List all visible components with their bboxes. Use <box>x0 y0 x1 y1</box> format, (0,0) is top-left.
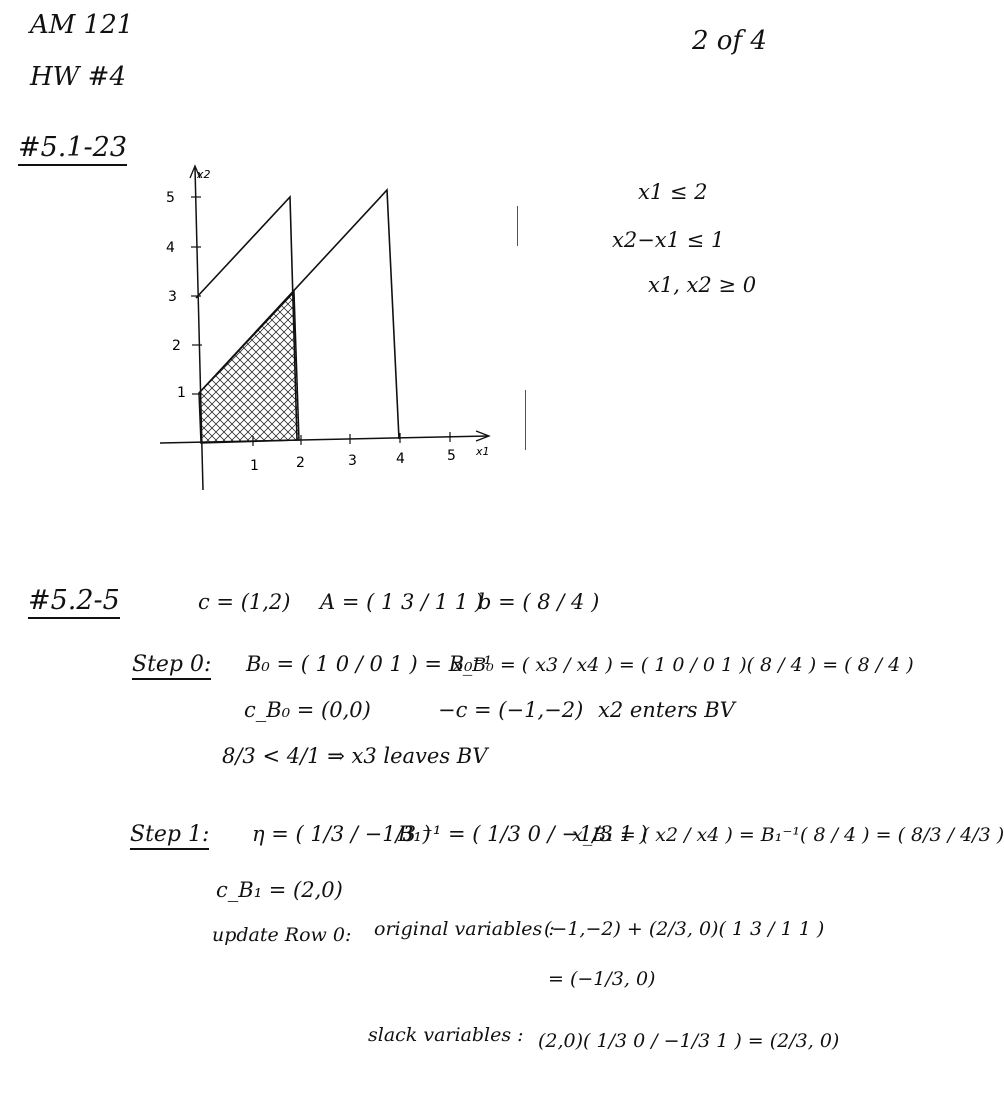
constraint-nonnegativity: x1, x2 ≥ 0 <box>648 273 757 297</box>
page-number: 2 of 4 <box>692 26 767 56</box>
matrix-a: A = ( 1 3 / 1 1 ) <box>320 590 484 614</box>
original-variables-expression: (−1,−2) + (2/3, 0)( 1 3 / 1 1 ) <box>544 918 825 940</box>
scan-mark <box>525 390 526 450</box>
x-axis-label: x1 <box>476 445 490 458</box>
feasible-region-graph <box>150 150 510 510</box>
x-tick-label: 5 <box>447 448 456 464</box>
y-tick-label: 5 <box>166 190 175 206</box>
step-1-eta: η = ( 1/3 / −1/3 ) <box>252 822 431 846</box>
step-1-cb: c_B₁ = (2,0) <box>216 878 343 902</box>
y-axis-label: x2 <box>197 168 211 181</box>
constraint-x2-minus-x1: x2−x1 ≤ 1 <box>612 228 725 252</box>
original-variables-label: original variables : <box>374 918 555 940</box>
y-tick-label: 4 <box>166 240 175 256</box>
cost-vector: c = (1,2) <box>198 590 291 614</box>
step-0-entering-variable: x2 enters BV <box>598 698 735 722</box>
step-1-basic-solution: x_B₁ = ( x2 / x4 ) = B₁⁻¹( 8 / 4 ) = ( 8/3 / 4/3 ) <box>572 824 1004 846</box>
original-variables-result: = (−1/3, 0) <box>548 968 656 990</box>
x-tick-label: 3 <box>348 453 357 469</box>
slack-variables-expression: (2,0)( 1/3 0 / −1/3 1 ) = (2/3, 0) <box>538 1030 840 1052</box>
y-tick-label: 2 <box>172 338 181 354</box>
step-0-basic-solution: x_B₀ = ( x3 / x4 ) = ( 1 0 / 0 1 )( 8 / 4 ) = ( 8 / 4 ) <box>452 654 914 676</box>
step-1-basis-inverse: B₁⁻¹ = ( 1/3 0 / −1/3 1 ) <box>398 822 648 846</box>
vector-b: b = ( 8 / 4 ) <box>478 590 600 614</box>
y-tick-label: 1 <box>177 385 186 401</box>
y-tick-label: 3 <box>168 289 177 305</box>
slack-variables-label: slack variables : <box>368 1024 524 1046</box>
constraint-x1: x1 ≤ 2 <box>638 180 708 204</box>
feasible-region <box>199 292 299 443</box>
course-label: AM 121 <box>30 10 134 40</box>
step-0-neg-c: −c = (−1,−2) <box>438 698 584 722</box>
x-tick-label: 2 <box>296 455 305 471</box>
step-0-basis: B₀ = ( 1 0 / 0 1 ) = B₀⁻¹ <box>246 652 493 676</box>
x-tick-label: 4 <box>396 451 405 467</box>
step-0-ratio-test: 8/3 < 4/1 ⇒ x3 leaves BV <box>222 744 488 768</box>
problem-number-5-2-5: #5.2-5 <box>28 585 120 619</box>
step-1-label: Step 1: <box>130 822 209 850</box>
problem-number-5-1-23: #5.1-23 <box>18 132 127 166</box>
step-0-cb: c_B₀ = (0,0) <box>244 698 371 722</box>
update-row-0-label: update Row 0: <box>212 924 352 946</box>
step-0-label: Step 0: <box>132 652 211 680</box>
x-tick-label: 1 <box>250 458 259 474</box>
homework-label: HW #4 <box>30 62 126 92</box>
scan-mark <box>517 206 518 246</box>
